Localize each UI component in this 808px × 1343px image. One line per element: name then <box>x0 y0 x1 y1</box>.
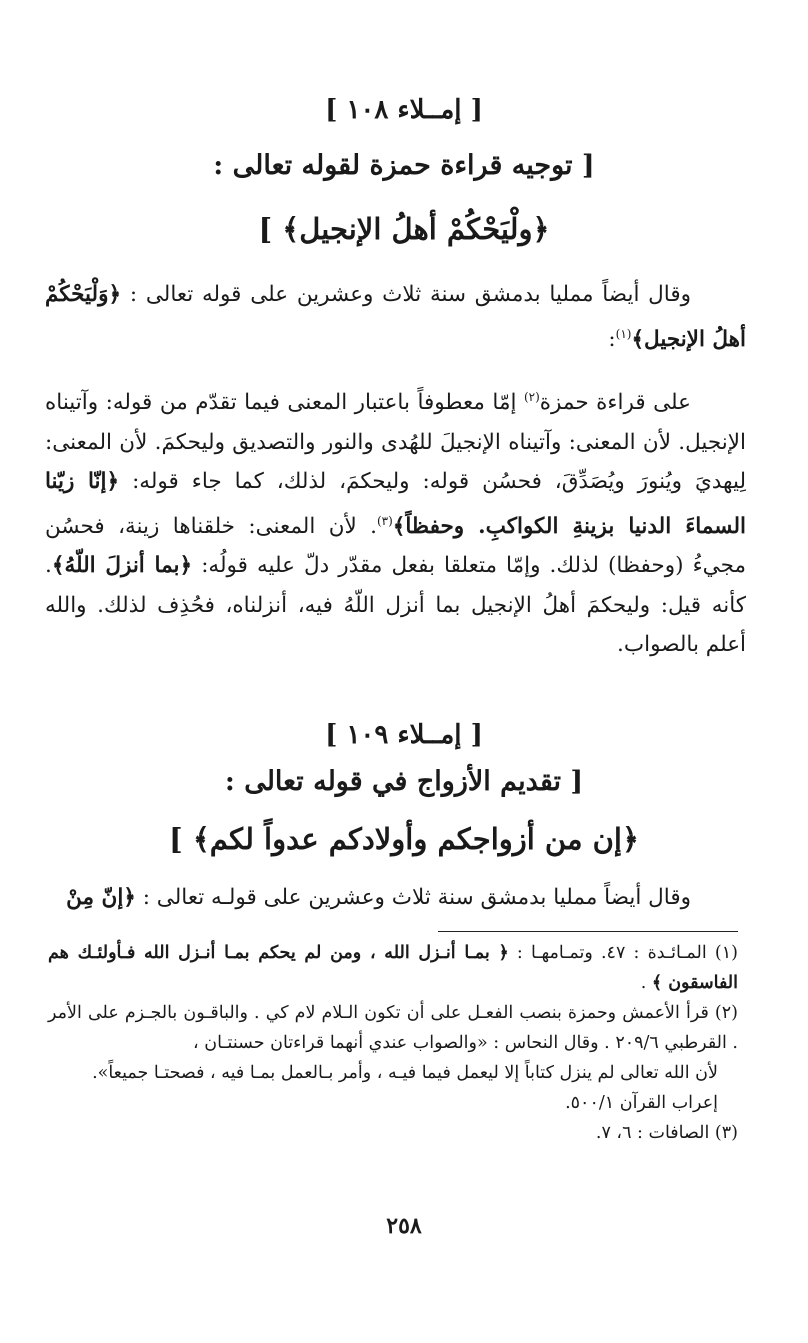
paragraph-2-c: . لأن المعنى: خلقناها زينة، فحسُن مجيءُ (وحفظا) لذلك. وإمّا متعلقا بفعل مقدّر دلّ عليه قولُه: <box>45 513 746 579</box>
section-verse-109: ﴿إن من أزواجكم وأولادكم عدواً لكم﴾ ] <box>169 822 639 856</box>
footnote-2-text-b: لأن الله تعالى لم ينزل كتاباً إلا ليعمل فيما فيـه ، وأمر بـالعمل بمـا فيه ، فصحتـا جميعاً». <box>92 1063 718 1083</box>
paragraph-1-text: وقال أيضاً ممليا بدمشق سنة ثلاث وعشرين على قوله تعالى : <box>129 282 691 307</box>
paragraph-1-verse: ﴿وَلْيَحْكُمْ أهلُ الإنجيل﴾ <box>45 282 746 352</box>
footnote-2-text-a: (٢) قرأ الأعمش وحمزة بنصب الفعـل على أن تكون الـلام لام كي . والباقـون بالجـزم على الأمر . القرطبي ٢٠٩/٦ . وقال النحاس : «والصواب عندي أنهما قراءتان حسنتـان ، <box>48 1003 738 1053</box>
paragraph-2-d: . كأنه قيل: وليحكمَ أهلُ الإنجيل بما أنزل اللّهُ فيه، أنزلناه، فحُذِف لذلك. والله أعلم بالصواب. <box>45 553 746 658</box>
footnote-separator <box>438 931 738 932</box>
footnote-1-verse: ﴿ بمـا أنـزل الله ، ومن لم يحكم بمـا أنـزل الله فـأولئـك هم الفاسقون ﴾ <box>48 943 738 993</box>
footnote-2-continuation <box>48 1058 738 1088</box>
footnote-ref-3: (٣) <box>376 513 393 528</box>
paragraph-2 <box>45 378 746 665</box>
paragraph-3 <box>45 878 746 918</box>
footnote-1 <box>48 938 738 998</box>
paragraph-3-verse: ﴿إنّ مِنْ <box>66 885 136 910</box>
section-verse-108: ﴿ولْيَحْكُمْ أهلُ الإنجيل﴾ ] <box>258 212 550 246</box>
footnote-ref-2: (٢) <box>523 390 540 404</box>
footnote-3 <box>48 1118 738 1148</box>
paragraph-3-text: وقال أيضاً ممليا بدمشق سنة ثلاث وعشرين على قولـه تعالى : <box>142 885 691 910</box>
section-title-109: [ تقديم الأزواج في قوله تعالى : <box>224 766 584 797</box>
footnote-3-text: (٣) الصافات : ٦، ٧. <box>595 1123 738 1143</box>
paragraph-2-verse-1: ﴿إنّا زيّنا السماءَ الدنيا بزينةِ الكواكبِ. وحفظاً﴾ <box>45 469 746 539</box>
section-title-108: [ توجيه قراءة حمزة لقوله تعالى : <box>213 150 595 181</box>
section-number-108: [ إمــلاء ١٠٨ ] <box>325 95 483 125</box>
paragraph-2-a: على قراءة حمزة <box>539 390 692 416</box>
paragraph-2-b: إمّا معطوفاً باعتبار المعنى فيما تقدّم من قوله: وآتيناه الإنجيل. لأن المعنى: وآتيناه الإنجيلَ للهُدى والنور والتصديق وليحكمَ. لأن المعنى: لِيهديَ ويُنورَ ويُصَدِّقَ، فحسُن قوله: وليحكمَ، لذلك، كما جاء قوله: <box>45 390 747 495</box>
paragraph-2-verse-2: ﴿بما أنزلَ اللّهُ﴾ <box>51 553 193 579</box>
footnote-2 <box>48 998 738 1058</box>
footnote-1-end: . <box>640 973 647 993</box>
footnote-2-source <box>48 1088 738 1118</box>
paragraph-1-tail: : <box>608 326 616 352</box>
footnote-1-text: (١) المـائـدة : ٤٧. وتمـامهـا : <box>516 943 738 963</box>
section-number-109: [ إمــلاء ١٠٩ ] <box>325 720 483 750</box>
paragraph-1 <box>45 275 746 359</box>
footnote-ref-1: (١) <box>615 326 632 341</box>
footnote-2-text-c: إعراب القرآن ٥٠٠/١. <box>565 1093 718 1113</box>
page-number: ٢٥٨ <box>386 1213 422 1239</box>
footnotes <box>48 938 738 1148</box>
